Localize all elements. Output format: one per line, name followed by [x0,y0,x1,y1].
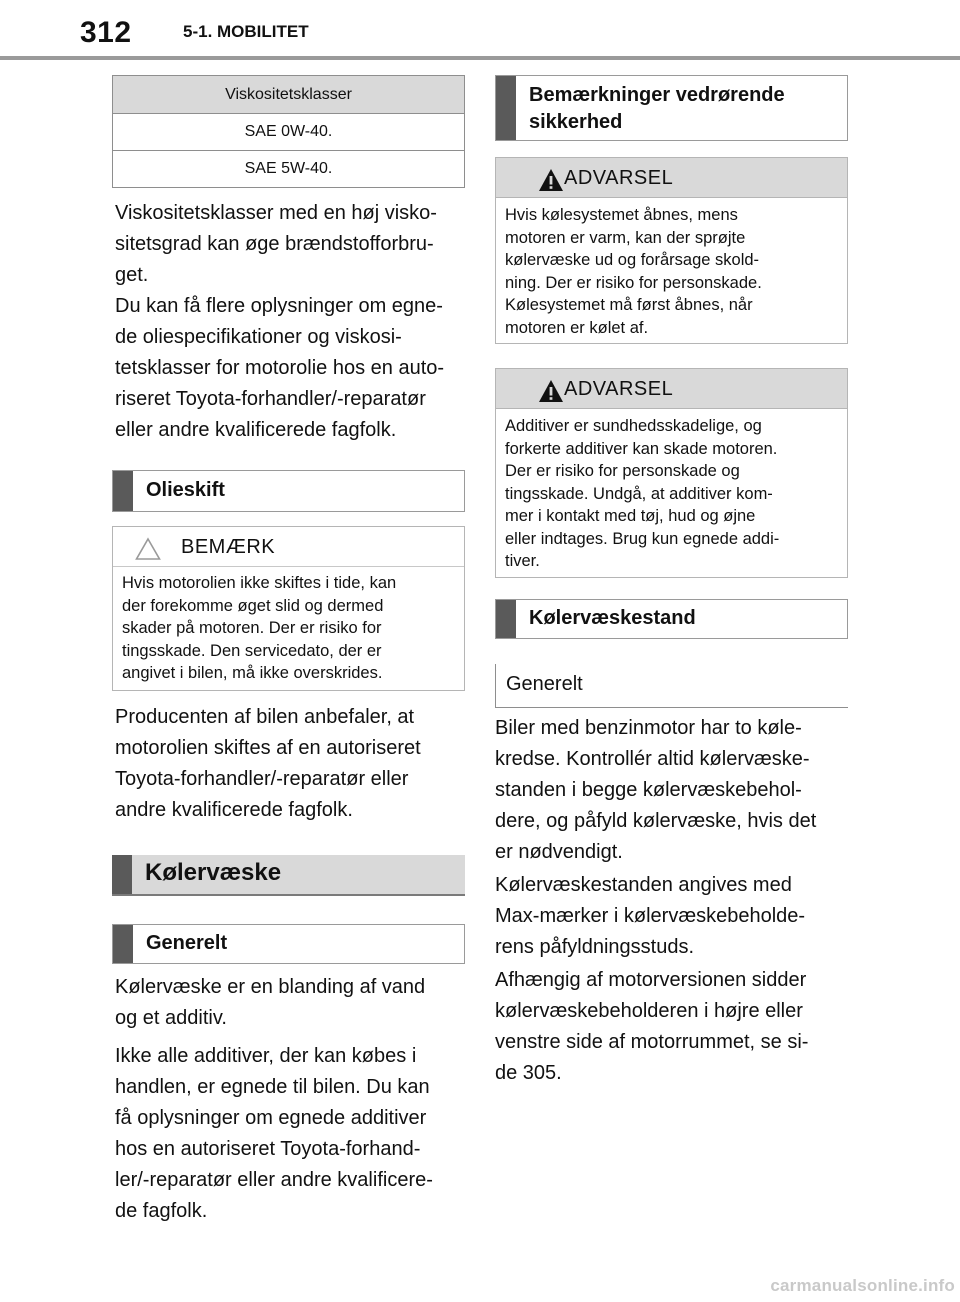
coolant-circuits-paragraph: Biler med benzinmotor har to køle- kredse. Kontrollér altid kølervæske- standen i begge kølervæskebehol- dere, og påfyld kølervæske, hvis det er nødvendigt. [495,717,817,863]
viscosity-paragraph: Viskositetsklasser med en høj visko- sitetsgrad kan øge brændstofforbru- get. [115,202,437,286]
watermark: carmanualsonline.info [770,1276,955,1295]
warning-box-additives [495,368,848,578]
coolant-marks-paragraph: Kølervæskestanden angives med Max-mærker i kølervæskebeholde- rens påfyldningsstuds. [495,874,806,958]
subheading-general: Generelt [495,664,848,708]
notice-box [112,526,465,691]
coolant-definition-paragraph: Kølervæske er en blanding af vand og et additiv. [115,976,426,1029]
header-rule [0,56,960,60]
warning-text: Hvis kølesystemet åbnes, mens motoren er varm, kan der sprøjte kølervæske ud og forårsage skold- ning. Der er risiko for personskade. Kølesystemet må først åbnes, når motoren er kølet af. [505,206,762,337]
notice-text: Hvis motorolien ikke skiftes i tide, kan der forekomme øget slid og dermed skader på motoren. Der er risiko for tingsskade. Den servicedato, der er angivet i bilen, må ikke overskrides. [122,574,397,682]
warning-header [496,158,847,198]
reservoir-location-paragraph: Afhængig af motorversionen sidder kølervæskebeholderen i højre eller venstre side af motorrummet, se si- de 305. [495,969,809,1084]
page-number: 312 [80,16,132,49]
page-header [0,0,960,60]
warning-box-hot-coolant [495,157,848,344]
viscosity-table [112,75,465,188]
warning-text: Additiver er sundhedsskadelige, og forkerte additiver kan skade motoren. Der er risiko for personskade og tingsskade. Undgå, at additiver kom- mer i kontakt med tøj, hud og øjne eller indtages. Brug kun egnede addi- tiver. [505,417,780,570]
warning-triangle-outline-icon [135,537,161,561]
recommend-paragraph: Producenten af bilen anbefaler, at motorolien skiftes af en autoriseret Toyota-forhandler/-reparatør eller andre kvalificerede fagfolk. [115,706,421,821]
section-heading-oil-change: Olieskift [112,470,465,512]
section-heading-general: Generelt [112,924,465,964]
chapter-title: 5-1. MOBILITET [183,22,309,41]
warning-label: ADVARSEL [564,378,674,400]
additives-paragraph: Ikke alle additiver, der kan købes i handlen, er egnede til bilen. Du kan få oplysninger om egnede additiver hos en autoriseret Toyota-forhand- ler/-reparatør eller andre kvalificere- de fagfolk. [115,1045,433,1222]
section-heading-coolant-level: Kølervæskestand [495,599,848,639]
viscosity-table-row: SAE 5W-40. [113,150,464,187]
warning-label: ADVARSEL [564,167,674,189]
warning-header [496,369,847,409]
warning-triangle-icon [538,379,564,403]
notice-header [113,527,464,567]
section-heading-safety: Bemærkninger vedrørende sikkerhed [495,75,848,141]
warning-triangle-icon [538,168,564,192]
section-heading-coolant: Kølervæske [112,855,465,896]
viscosity-table-header: Viskositetsklasser [113,76,464,113]
viscosity-table-row: SAE 0W-40. [113,113,464,150]
notice-label: BEMÆRK [181,536,276,558]
oil-spec-paragraph: Du kan få flere oplysninger om egne- de oliespecifikationer og viskosi- tetsklasser for motorolie hos en auto- riseret Toyota-forhandler/-reparatør eller andre kvalificerede fagfolk. [115,295,445,441]
